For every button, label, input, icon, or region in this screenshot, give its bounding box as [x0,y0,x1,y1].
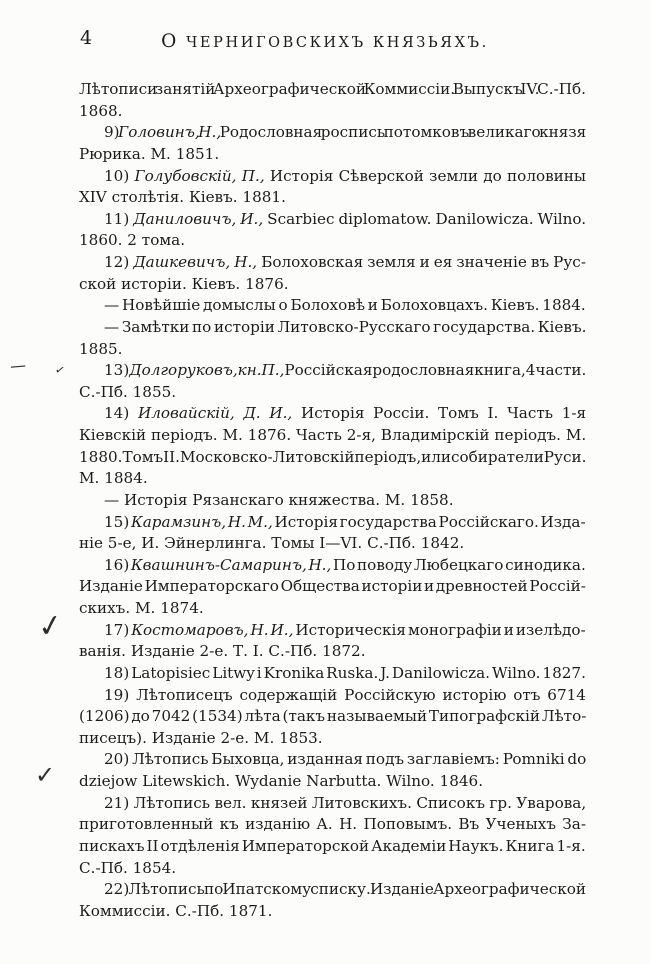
text-line-content [79,102,122,120]
text-run: Болоховская земля и ея значеніе въ Рус- [257,253,586,271]
text-run: Исторія государства Россійскаго. Изда- [272,512,586,531]
text-run: XIV столѣтія. Кіевъ. 1881. [79,188,286,207]
author-name: Костомаровъ, Н. И., [131,620,294,639]
pencil-small-tick-icon: ✓ [53,362,67,378]
text-run: 19) Лѣтописецъ содержащій Россійскую исторію отъ 6714 [104,685,586,704]
text-line [79,749,586,771]
running-title [0,31,650,52]
author-name: Иловайскій, Д. И., [137,404,293,423]
text-line [79,382,586,404]
text-run: — Новѣйшіе домыслы о Болоховѣ и Болоховцахъ. Кіевъ. 1884. [104,296,586,315]
text-run: 11) [104,209,134,228]
text-line [79,641,586,663]
text-run: скихъ. М. 1874. [79,599,204,617]
text-line [79,836,586,858]
text-line-content [104,491,454,509]
author-name: Квашнинъ-Самаринъ, Н., [130,555,332,574]
text-line-content [79,815,586,833]
text-line [79,814,586,836]
text-line-content [79,426,586,444]
text-line [79,101,586,123]
text-run: Родословная роспись потомковъ великаго князя [221,123,587,142]
text-run: С.-Пб. 1855. [79,382,177,401]
text-line-content [104,621,586,639]
text-line-content [104,880,586,898]
text-run: 1885. [79,339,123,358]
text-line-content [79,534,464,552]
text-run: Изданіе Императорскаго Общества исторіи и древностей Россій- [79,577,586,596]
text-line [79,555,586,577]
text-run: Лѣтописи занятій Археографической Коммиссіи. Выпускъ IV. С.-Пб. [79,80,586,98]
text-run: Коммиссіи. С.-Пб. 1871. [79,901,273,920]
text-run: С.-Пб. 1854. [79,858,177,877]
text-line-content [79,469,148,487]
text-line-content [79,383,176,401]
text-line [79,468,586,490]
running-title-text: ЧЕРНИГОВСКИХЪ КНЯЗЬЯХЪ. [186,35,489,51]
text-run: ніе 5-е, И. Эйнерлинга. Томы I—VI. С.-Пб. 1842. [79,534,465,553]
text-run: 12) [104,253,134,271]
text-run: 1868. [79,101,123,120]
text-line-content [79,707,586,725]
text-line [79,879,586,901]
text-run: 18) Latopisiec Litwy i Kronika Ruska. J. Danilowicza. Wilno. 1827. [104,663,586,682]
text-line-content [79,188,286,206]
text-line [79,576,586,598]
text-run: 16) [104,555,131,574]
text-line [79,403,586,425]
text-line [79,317,586,339]
text-line [79,598,586,620]
text-line-content [79,448,586,466]
text-line [79,295,586,317]
text-run: По поводу Любецкаго синодика. [331,555,586,574]
text-line-content [104,556,586,574]
pencil-check-loop-icon: ✓ [35,607,66,646]
text-line [79,771,586,793]
text-line-content [104,794,586,812]
text-line-content [79,145,219,163]
text-line [79,706,586,728]
text-run: Рюрика. М. 1851. [79,144,220,163]
text-line-content [104,750,586,768]
text-line-content [104,664,586,682]
text-line-content [79,772,483,790]
text-run: 21) Лѣтопись вел. князей Литовскихъ. Списокъ гр. Уварова, [104,793,587,812]
text-line-content [79,729,323,747]
text-line-content [79,859,176,877]
text-run: 22) Лѣтопись по Ипатскому списку. Изданіе Археографической [104,880,586,899]
text-run: — Исторія Рязанскаго княжества. М. 1858. [104,490,454,509]
text-run: (1206) до 7042 (1534) лѣта (такъ называемый Типографскій Лѣто- [79,707,587,726]
text-run: Исторія Сѣверской земли до половины [264,166,586,185]
text-line [79,620,586,642]
text-line [79,166,586,188]
text-run: 15) [104,512,131,531]
text-run: 10) [104,166,135,185]
text-line [79,144,586,166]
text-run: 1860. 2 тома. [79,231,186,250]
text-run: 13) [104,361,130,380]
text-line [79,858,586,880]
text-run: Scarbiec diplomatow. Danilowicza. Wilno. [263,209,587,228]
text-line-content [79,275,289,293]
author-name: Дашкевичъ, Н., [133,253,258,271]
text-line-content [79,577,586,595]
author-name: Даниловичъ, И., [133,209,264,228]
text-run: М. 1884. [79,469,148,488]
text-line-content [79,902,272,920]
text-run: 20) Лѣтопись Быховца, изданная подъ заглавіемъ: Pomniki do [104,750,587,769]
text-run: Исторія Россіи. Томъ I. Часть 1-я [292,404,587,423]
text-run: 1880. Томъ II. Московско-Литовскій періодъ, или собиратели Руси. [79,447,587,466]
text-run: — Замѣтки по исторіи Литовско-Русскаго государства. Кіевъ. [104,317,587,336]
text-line [79,512,586,534]
text-line [79,360,586,382]
text-line-content [104,210,586,228]
author-name: Карамзинъ, Н. М., [130,512,273,531]
text-line [79,793,586,815]
text-line-content [79,80,586,98]
text-run: Кіевскій періодъ. М. 1876. Часть 2-я, Владимірскій періодъ. М. [79,426,587,444]
pencil-dash-icon: — [9,355,27,376]
text-run: ванія. Изданіе 2-е. Т. I. С.-Пб. 1872. [79,642,366,661]
text-line-content [104,361,586,379]
text-line-content [79,599,204,617]
text-run: Историческія монографіи и изелѣдо- [293,620,586,639]
text-run: писецъ). Изданіе 2-е. М. 1853. [79,728,323,747]
text-line [79,274,586,296]
text-run: 17) [104,620,132,639]
text-line [79,79,586,101]
text-line [79,230,586,252]
text-line-content [104,253,586,271]
author-name: Долгоруковъ, кн. П., [129,361,285,380]
text-run: приготовленный къ изданію А. Н. Поповымъ. Въ Ученыхъ За- [79,815,586,834]
text-line-content [104,513,586,531]
text-run: dziejow Litewskich. Wydanie Narbutta. Wilno. 1846. [79,772,484,790]
text-run: Россійская родословная книга, 4 части. [284,361,587,380]
author-name: Головинъ, Н., [118,123,222,142]
text-line [79,187,586,209]
text-line [79,490,586,512]
text-line-content [79,837,586,855]
text-line [79,685,586,707]
text-line-content [104,404,586,422]
text-line-content [79,231,185,249]
text-line-content [79,340,122,358]
text-line-content [104,318,586,336]
page-number: 4 [80,27,93,49]
author-name: Голубовскій, П., [134,166,265,185]
text-line [79,901,586,923]
text-line-content [104,167,586,185]
text-line-content [104,296,586,314]
text-line [79,447,586,469]
text-line [79,122,586,144]
text-run: 9) [104,123,119,142]
text-run: пискахъ II отдѣленія Императорской Академіи Наукъ. Книга 1-я. [79,836,586,855]
text-line [79,663,586,685]
text-line [79,209,586,231]
text-line-content [104,123,586,141]
text-line-content [79,642,366,660]
text-run: 14) [104,404,138,423]
text-line [79,339,586,361]
text-line-content [104,686,586,704]
text-line [79,425,586,447]
text-line [79,533,586,555]
pencil-check-icon: ✓ [35,761,56,789]
running-title-initial: О [161,31,179,52]
text-run: ской исторіи. Кіевъ. 1876. [79,274,289,293]
text-line [79,252,586,274]
text-line [79,728,586,750]
bibliography-text [79,79,586,922]
